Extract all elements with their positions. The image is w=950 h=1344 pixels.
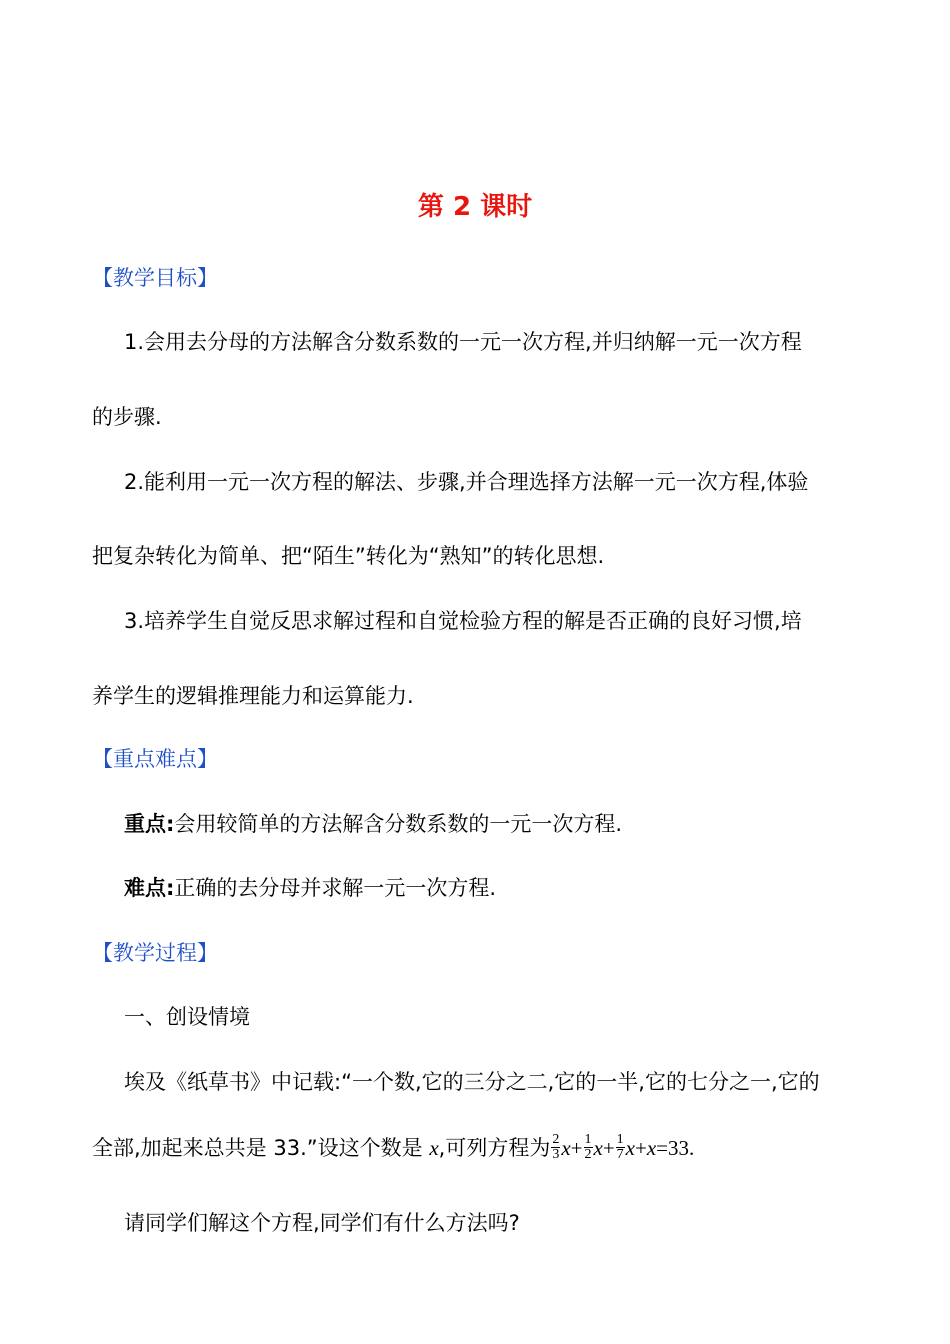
goals-heading: 【教学目标】 [92,266,218,290]
question-line: 请同学们解这个方程,同学们有什么方法吗? [124,1211,520,1235]
equation-result: =33. [656,1136,695,1160]
difficulty-label: 难点: [124,876,175,900]
key-label: 重点: [124,812,175,836]
goal-2-line2: 把复杂转化为简单、把“陌生”转化为“熟知”的转化思想. [92,544,605,568]
difficulty-text: 正确的去分母并求解一元一次方程. [174,876,497,900]
key-point [124,808,622,838]
story-line1: 埃及《纸草书》中记载:“一个数,它的三分之二,它的一半,它的七分之一,它的 [124,1070,820,1094]
step-1-heading: 一、创设情境 [124,1005,250,1029]
process-heading: 【教学过程】 [92,941,218,965]
variable-x: x [429,1136,439,1160]
story-line2 [92,1132,694,1164]
key-text: 会用较简单的方法解含分数系数的一元一次方程. [174,812,623,836]
page-title: 第 2 课时 [417,192,533,222]
fraction-two-thirds: $\frac{2}{3}$ [552,1131,560,1162]
story-line2-mid: ,可列方程为 [438,1136,551,1160]
difficulty-point [124,872,496,902]
fraction-one-seventh: $\frac{1}{7}$ [616,1131,624,1162]
goal-1-line1: 1.会用去分母的方法解含分数系数的一元一次方程,并归纳解一元一次方程 [124,330,802,354]
goal-3-line2: 养学生的逻辑推理能力和运算能力. [92,684,414,708]
goal-2-line1: 2.能利用一元一次方程的解法、步骤,并合理选择方法解一元一次方程,体验 [124,470,809,494]
equation: $\frac{2}{3}$ x+ $\frac{1}{2}$ x+ $\frac{1}{7}$ x+x=33. [552,1131,695,1162]
fraction-one-half: $\frac{1}{2}$ [584,1131,592,1162]
story-line2-prefix: 全部,加起来总共是 33.”设这个数是 [92,1136,430,1160]
goal-3-line1: 3.培养学生自觉反思求解过程和自觉检验方程的解是否正确的良好习惯,培 [124,609,802,633]
goal-1-line2: 的步骤. [92,405,162,429]
keypoints-heading: 【重点难点】 [92,747,218,771]
